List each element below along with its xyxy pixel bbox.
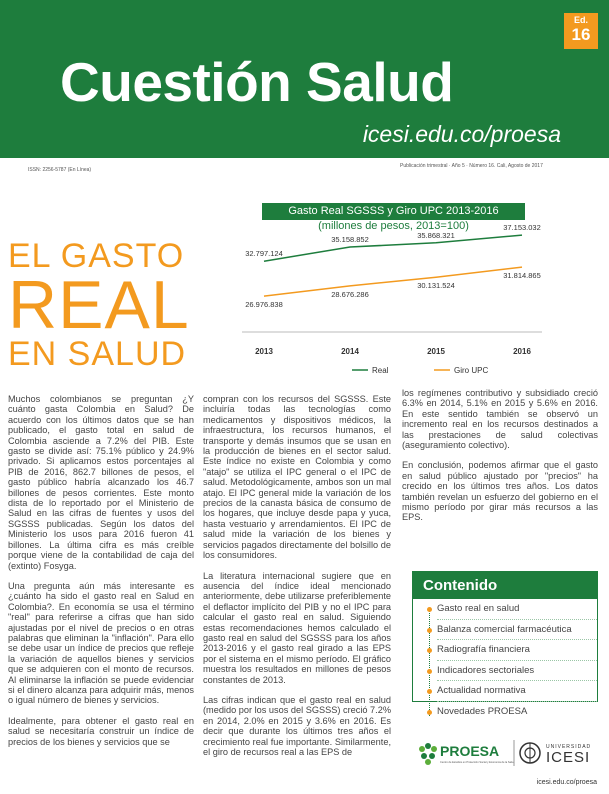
proesa-emblem-icon [419, 743, 437, 765]
footer-url[interactable]: icesi.edu.co/proesa [536, 779, 597, 786]
paragraph: Las cifras indican que el gasto real en salud (medido por los usos del SGSSS) creció 7.2% en 2014, 2.0% en 2015 y 3.6% en 2016. Es decir que durante los últimos tres años el crecimiento real fue importante. Similarmente, el giro de recursos real a las EPS de [203, 694, 391, 757]
data-label: 35.868.321 [417, 230, 455, 240]
contents-item-label: Novedades PROESA [437, 705, 528, 717]
x-tick-label: 2014 [341, 347, 359, 356]
data-label: 28.676.286 [331, 289, 369, 299]
header-url[interactable]: icesi.edu.co/proesa [362, 121, 561, 147]
legend-label: Real [372, 366, 389, 375]
data-label: 35.158.852 [331, 235, 369, 244]
issn: ISSN: 2256-5787 (En Línea) [28, 167, 92, 173]
text-column-1 [8, 394, 194, 757]
bullet-dot-icon [427, 669, 432, 674]
publication-title: Cuestión Salud [60, 51, 454, 113]
icesi-logo [514, 738, 600, 768]
article-title-line1: EL GASTO [8, 237, 185, 275]
contents-item-label: Gasto real en salud [437, 603, 520, 614]
paragraph: En conclusión, podemos afirmar que el gasto en salud público ajustado por "precios" ha crecido en los últimos tres años. Los datos también revelan un esfuerzo del gobierno en el mismo período por girar más recursos a las EPS. [402, 460, 598, 523]
series-line-giro-upc [264, 267, 522, 296]
x-tick-label: 2015 [427, 347, 445, 356]
paragraph: La literatura internacional sugiere que en ausencia del índice ideal mencionado anteriormente, debe utilizarse preferiblemente el deflactor implícito del PIB y no el IPC para calcular el gasto real en salud. Siguiendo estas recomendaciones hemos calculado el gasto real en salud del SGSSS para los años 2013-2016 y el gasto real girado a las EPS por el sistema en el mismo período. El gráfico muestra los resultados en millones de pesos constantes de 2013. [203, 570, 391, 685]
icesi-emblem-icon [520, 743, 540, 763]
paragraph: los regímenes contributivo y subsidiado creció 6.3% en 2014, 5.1% en 2015 y 5.6% en 2016. En este sentido también se observó un incremento real en los recursos destinados a las prestaciones de salud colectivas (aseguramiento colectivo). [402, 388, 598, 451]
contents-item[interactable] [437, 599, 597, 620]
paragraph: Una pregunta aún más interesante es ¿cuánto ha sido el gasto real en Salud en Colombia?. En economía se usa el término "real" para referirse a cifras que han sido ajustadas por el nivel de precios o en otras palabras que eliminan la "inflación". Para ello se debe usar un índice de precios que refleje la variación de aquellos bienes y servicios que se adquieren con el monto de recursos. Al eliminarse la inflación se puede evidenciar si el dinero alcanza para adquirir más, menos o igual número de bienes y servicios. [8, 580, 194, 706]
publication-info: Publicación trimestral · Año 5 · Número 16. Cali, Agosto de 2017 [400, 163, 543, 169]
paragraph: Muchos colombianos se preguntan ¿Y cuánto gasta Colombia en Salud? De acuerdo con los últimos datos que se han publicado, el gasto total en salud de Colombia asciende a 7.2% del PIB. Este gasto se divide así: 75.1% público y 24.9% privado. Si aplicamos estos porcentajes al PIB de 2016, 862.7 billones de pesos, el gasto público habría alcanzado los 46.7 billones de pesos corrientes. Este monto dista de lo reportado por el Ministerio de Salud en las cifras de fuentes y usos del SGSSS publicadas. Según los datos del Ministerio los usos para 2016 fueron 41 billones. La última cifra es más creíble porque viene de la contabilidad de caja del (extinto) Fosyga. [8, 394, 194, 571]
proesa-logo-text: PROESA [440, 743, 500, 759]
bullet-dot-icon [427, 689, 432, 694]
bullet-dot-icon [427, 607, 432, 612]
contents-item-label: Indicadores sectoriales [437, 664, 535, 676]
legend-label: Giro UPC [454, 366, 489, 375]
contents-title: Contenido [413, 572, 597, 599]
data-label: 30.131.524 [417, 281, 455, 291]
paragraph: Idealmente, para obtener el gasto real en salud se necesitaría construir un índice de precios de los bienes y servicios que se [8, 715, 194, 747]
icesi-logo-small: UNIVERSIDAD [546, 744, 592, 750]
proesa-logo-subtitle: Centro de Estudios en Protección Social y Economía de la Salud [440, 761, 515, 764]
bullet-dot-icon [427, 710, 432, 715]
data-label: 26.976.838 [245, 300, 283, 310]
x-tick-label: 2016 [513, 347, 531, 356]
edition-label: Ed. [573, 15, 588, 25]
contents-item[interactable] [437, 681, 597, 702]
contents-item[interactable] [437, 620, 597, 641]
proesa-logo [418, 740, 515, 774]
data-label: 37.153.032 [503, 223, 541, 233]
icesi-logo-text: ICESI [546, 749, 591, 766]
article-title-line2: REAL [8, 267, 190, 343]
header-banner [0, 0, 609, 158]
contents-item-label: Balanza comercial farmacéutica [437, 623, 572, 635]
text-column-2 [203, 394, 391, 767]
edition-badge [564, 13, 598, 49]
contents-item-label: Radiografía financiera [437, 644, 530, 655]
contents-box [412, 571, 598, 717]
contents-item-label: Actualidad normativa [437, 685, 526, 696]
bullet-dot-icon [427, 628, 432, 633]
x-tick-label: 2013 [255, 347, 273, 356]
paragraph: compran con los recursos del SGSSS. Este incluiría todas las tecnologías como medicamentos y dispositivos médicos, la infraestructura, los recursos humanos, el transporte y demás insumos que se usan en la producción de bienes en el sector salud. Este índice no existe en Colombia y como "atajo" se utiliza el IPC general o el IPC de salud. Metodológicamente, ambos son un mal atajo. El IPC general mide la variación de los precios de la canasta básica de consumo de los hogares, que incluye desde papa y yuca, hasta vestuario y arrendamientos. El IPC de salud mide la variación de los bienes y servicios pagados directamente del bolsillo de los consumidores. [203, 394, 391, 561]
data-label: 31.814.865 [503, 271, 541, 281]
edition-number: 16 [571, 25, 591, 44]
contents-item[interactable] [437, 702, 597, 723]
contents-item[interactable] [437, 640, 597, 661]
chart-title: Gasto Real SGSSS y Giro UPC 2013-2016 [262, 203, 525, 220]
chart-subtitle: (millones de pesos, 2013=100) [318, 220, 469, 232]
article-title-line3: EN SALUD [8, 335, 187, 373]
text-column-3 [402, 388, 598, 533]
contents-item[interactable] [437, 661, 597, 682]
bullet-dot-icon [427, 648, 432, 653]
series-line-real [264, 235, 522, 261]
data-label: 32.797.124 [245, 249, 283, 259]
article-title [8, 238, 190, 372]
contents-list [413, 599, 597, 722]
